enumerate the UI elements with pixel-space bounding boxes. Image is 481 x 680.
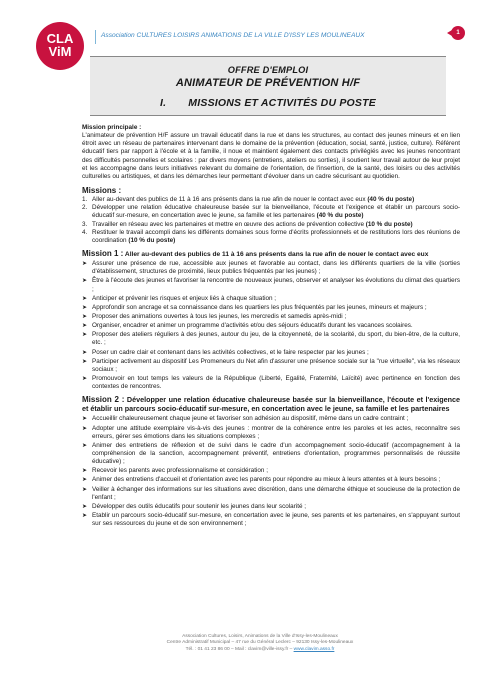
logo-line2: ViM bbox=[48, 44, 72, 59]
bullet-text: Promouvoir en tout temps les valeurs de la République (Liberté, Egalité, Fraternité, Laïcité) avec pertinence en fonction des contextes de rencontres. bbox=[92, 375, 460, 391]
arrow-bullet-icon: ➤ bbox=[82, 278, 88, 285]
mission-description: Restituer le travail accompli dans les différents domaines sous forme d'écrits professionnels et de restitutions lors des réunions de coordination bbox=[92, 228, 460, 244]
mission-description: Aller au-devant des publics de 11 à 16 ans présents dans la rue afin de nouer le contact avec eux bbox=[92, 196, 368, 204]
section-title: MISSIONS ET ACTIVITÉS DU POSTE bbox=[188, 97, 376, 109]
section-number: I. bbox=[160, 97, 167, 109]
logo-line1: CLA bbox=[46, 31, 74, 46]
mission-list-item bbox=[82, 221, 460, 229]
bullet-item bbox=[82, 415, 460, 423]
bullet-text: Animer des entretiens de réflexion et de suivi dans le cadre d'un accompagnement socio-éducatif (accompagnement à la compréhension de la sanction, accompagnement préventif, entretiens d'orientation, programmes personnalisés de réussite éducative) ; bbox=[92, 441, 460, 466]
bullet-item bbox=[82, 260, 460, 276]
arrow-bullet-icon: ➤ bbox=[82, 304, 88, 311]
mission-description: Développer une relation éducative chaleureuse basée sur la bienveillance, l'écoute et l'exigence et établir un parcours socio-éducatif sur-mesure, en concertation avec le jeune, sa famille et les partenaires bbox=[92, 204, 460, 220]
bullet-text: Etablir un parcours socio-éducatif sur-mesure, en concertation avec le jeune, ses parents et les partenaires, en s'appuyant surtout sur ses ressources du jeune et de son environnement ; bbox=[92, 512, 460, 528]
mission-share: (10 % du poste) bbox=[128, 236, 176, 244]
bullet-item bbox=[82, 349, 460, 357]
bullet-text: Assurer une présence de rue, accessible aux jeunes et favorable au contact, dans les différents quartiers de la ville (sorties d'établissement, structures de proximité, lieux publics fréquentés par les jeunes) ; bbox=[92, 260, 460, 276]
bullet-text: Approfondir son ancrage et sa connaissance dans les quartiers les plus fréquentés par les jeunes, mineurs et majeurs ; bbox=[92, 303, 427, 311]
footer bbox=[110, 634, 410, 653]
mission-text bbox=[92, 196, 460, 204]
arrow-bullet-icon: ➤ bbox=[82, 376, 88, 383]
bullet-item bbox=[82, 425, 460, 441]
mission-list-item bbox=[82, 229, 460, 245]
bullet-text: Anticiper et prévenir les risques et enjeux liés à chaque situation ; bbox=[92, 294, 277, 302]
arrow-bullet-icon: ➤ bbox=[82, 425, 88, 432]
mission-principale-heading: Mission principale : bbox=[82, 124, 142, 131]
bullet-text: Développer des outils éducatifs pour soutenir les jeunes dans leur scolarité ; bbox=[92, 502, 307, 510]
bullet-item bbox=[82, 486, 460, 502]
arrow-bullet-icon: ➤ bbox=[82, 468, 88, 475]
mission-text bbox=[92, 221, 460, 229]
arrow-bullet-icon: ➤ bbox=[82, 332, 88, 339]
bullet-item bbox=[82, 277, 460, 293]
arrow-bullet-icon: ➤ bbox=[82, 313, 88, 320]
mission-number: 1. bbox=[82, 196, 88, 204]
bullet-text: Proposer des animations ouvertes à tous les jeunes, les mercredis et samedis après-midi ; bbox=[92, 312, 347, 320]
arrow-bullet-icon: ➤ bbox=[82, 486, 88, 493]
arrow-bullet-icon: ➤ bbox=[82, 295, 88, 302]
bullet-text: Adopter une attitude exemplaire vis-à-vis des jeunes : montrer de la cohérence entre les paroles et les actes, reconnaître ses erreurs, gérer ses émotions dans les situations complexes ; bbox=[92, 424, 460, 440]
bullet-item bbox=[82, 512, 460, 528]
document-body bbox=[82, 124, 460, 529]
bullet-item bbox=[82, 503, 460, 511]
bullet-text: Proposer des ateliers réguliers à des jeunes, autour du jeu, de la citoyenneté, de la scolarité, du sport, du bien-être, de la culture, etc. ; bbox=[92, 331, 460, 347]
bullet-text: Animer des entretiens d'accueil et d'orientation avec les parents pour répondre au mieux à leurs attentes et à leurs besoins ; bbox=[92, 476, 441, 484]
missions-list bbox=[82, 196, 460, 245]
page-number-badge: 1 bbox=[451, 26, 465, 40]
mission-list-item bbox=[82, 204, 460, 220]
title-box bbox=[90, 56, 446, 116]
bullet-item bbox=[82, 476, 460, 484]
offer-title: OFFRE D'EMPLOI bbox=[227, 65, 309, 75]
arrow-bullet-icon: ➤ bbox=[82, 442, 88, 449]
bullet-item bbox=[82, 331, 460, 347]
bullet-text: Participer activement au dispositif Les Promeneurs du Net afin d'assurer une présence sociale sur la "rue virtuelle", via les réseaux sociaux ; bbox=[92, 357, 460, 373]
mission-number: 2. bbox=[82, 204, 88, 212]
mission1-label: Mission 1 : bbox=[82, 249, 124, 259]
mission1-list bbox=[82, 260, 460, 391]
arrow-bullet-icon: ➤ bbox=[82, 513, 88, 520]
arrow-bullet-icon: ➤ bbox=[82, 349, 88, 356]
bullet-text: Accueillir chaleureusement chaque jeune et favoriser son adhésion au dispositif, même dans un cadre contraint ; bbox=[92, 415, 409, 423]
footer-line1: Association Cultures, Loisirs, Animations de la Ville d'Issy-les-Moulineaux bbox=[182, 634, 338, 639]
mission-principale-text: L'animateur de prévention H/F assure un travail éducatif dans la rue et dans les structures, au contact des jeunes mineurs et en lien étroit avec un réseau de partenaires intervenant dans le domaine de la prévention (éducation, social, santé, justice, culture). Référent éducatif tiers par rapport à l'école et à la famille, il noue et maintient également des contacts privilégiés avec les jeunes rencontrant des difficultés personnelles et scolaires : par divers moyens (entretiens, ateliers ou sorties), il soutient leur travail autour de leur projet et les accompagne dans leurs initiatives relevant du domaine de l'orientation, de l'insertion, de la santé, des loisirs ou des activités culturelles ou artistiques, et dans les démarches leur permettant d'évoluer dans un cadre sécurisant au quotidien. bbox=[82, 132, 460, 180]
arrow-bullet-icon: ➤ bbox=[82, 503, 88, 510]
mission1-title: Aller au-devant des publics de 11 à 16 ans présents dans la rue afin de nouer le contact avec eux bbox=[123, 251, 429, 259]
bullet-text: Recevoir les parents avec professionnalisme et considération ; bbox=[92, 467, 268, 475]
mission-text bbox=[92, 204, 460, 220]
mission-text bbox=[92, 229, 460, 245]
organization-name: Association CULTURES LOISIRS ANIMATIONS DE LA VILLE D'ISSY LES MOULINEAUX bbox=[101, 32, 365, 39]
bullet-item bbox=[82, 358, 460, 374]
mission-share: (40 % du poste) bbox=[367, 196, 415, 204]
mission-list-item bbox=[82, 196, 460, 204]
arrow-bullet-icon: ➤ bbox=[82, 416, 88, 423]
mission-number: 4. bbox=[82, 228, 88, 236]
bullet-item bbox=[82, 304, 460, 312]
section-heading bbox=[90, 97, 446, 109]
mission2-heading bbox=[82, 396, 460, 414]
mission-description: Travailler en réseau avec les partenaires et mettre en œuvre des actions de prévention collective bbox=[92, 220, 366, 228]
bullet-item bbox=[82, 313, 460, 321]
footer-line3 bbox=[110, 647, 410, 653]
bullet-item bbox=[82, 375, 460, 391]
arrow-bullet-icon: ➤ bbox=[82, 323, 88, 330]
mission2-list bbox=[82, 415, 460, 528]
bullet-text: Être à l'écoute des jeunes et favoriser la rencontre de nouveaux jeunes, observer et analyser les évolutions du climat des quartiers ; bbox=[92, 277, 460, 293]
missions-heading: Missions : bbox=[82, 186, 122, 196]
footer-line2: Centre Administratif Municipal – 47 rue du Général Leclerc – 92130 Issy-les-Moulineaux bbox=[166, 640, 354, 646]
footer-contact: Tél. : 01 41 23 86 00 – Mail : clavim@ville-issy.fr – bbox=[185, 646, 294, 652]
mission2-label: Mission 2 : bbox=[82, 395, 125, 405]
arrow-bullet-icon: ➤ bbox=[82, 358, 88, 365]
mission-share: (40 % du poste) bbox=[316, 212, 364, 220]
bullet-text: Poser un cadre clair et contenant dans les activités collectives, et le faire respecter par les jeunes ; bbox=[92, 348, 369, 356]
bullet-item bbox=[82, 467, 460, 475]
bullet-item bbox=[82, 442, 460, 466]
mission-share: (10 % du poste) bbox=[365, 220, 413, 228]
clavim-logo bbox=[36, 22, 84, 70]
mission1-heading bbox=[82, 250, 460, 259]
arrow-bullet-icon: ➤ bbox=[82, 261, 88, 268]
website-link[interactable]: www.clavim.asso.fr bbox=[293, 646, 335, 652]
bullet-text: Veiller à échanger des informations sur les situations avec discrétion, dans une démarche éthique et soucieuse de la protection de l'enfant ; bbox=[92, 485, 460, 501]
bullet-text: Organiser, encadrer et animer un programme d'activités et/ou des séjours éducatifs durant les vacances scolaires. bbox=[92, 322, 413, 330]
mission-number: 3. bbox=[82, 220, 88, 228]
header-divider bbox=[95, 30, 96, 44]
bullet-item bbox=[82, 322, 460, 330]
mission2-title: Développer une relation éducative chaleureuse basée sur la bienveillance, l'écoute et l'exigence et établir un parcours socio-éducatif sur-mesure, en concertation avec le jeune, sa famille et les partenaires bbox=[82, 395, 461, 414]
job-title: ANIMATEUR DE PRÉVENTION H/F bbox=[175, 77, 361, 89]
arrow-bullet-icon: ➤ bbox=[82, 477, 88, 484]
bullet-item bbox=[82, 295, 460, 303]
